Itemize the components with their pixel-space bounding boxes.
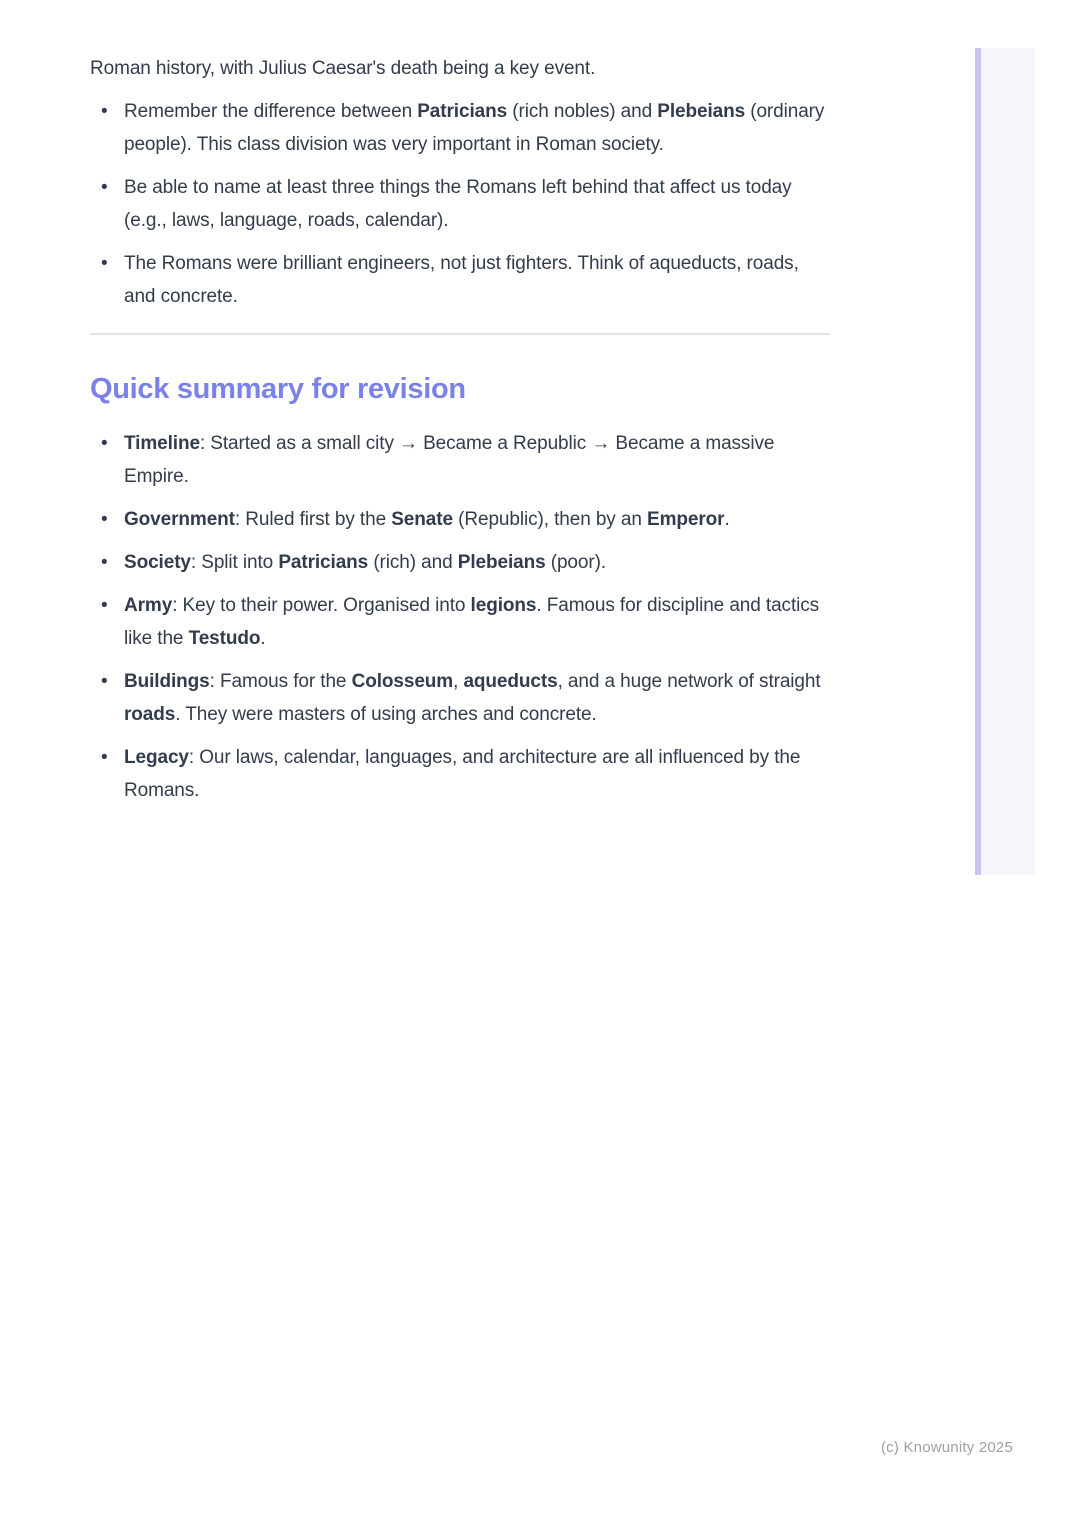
list-item — [90, 546, 832, 579]
text-run: , — [453, 671, 464, 692]
list-item — [90, 589, 832, 655]
text-run: : Famous for the — [209, 671, 352, 692]
list-item — [90, 741, 832, 807]
bold-term: Patricians — [278, 552, 369, 573]
text-run: (rich nobles) and — [507, 101, 658, 122]
text-run: : Started as a small city → Became a Republic → Became a massive Empire. — [124, 433, 775, 487]
text-run: : Key to their power. Organised into — [172, 595, 471, 616]
text-run: (ordinary people). This class division was very important in Roman society. — [124, 101, 825, 155]
intro-bullet-list — [90, 95, 832, 313]
bold-term: Senate — [391, 509, 453, 530]
bold-term: Army — [124, 595, 173, 616]
paragraph-continuation: Roman history, with Julius Caesar's death being a key event. — [90, 58, 596, 79]
bold-term: Emperor — [647, 509, 725, 530]
summary-bullet-list — [90, 427, 832, 807]
text-run: . — [260, 628, 266, 649]
bold-term: Testudo — [188, 628, 261, 649]
bold-term: Government — [124, 509, 235, 530]
bold-term: Plebeians — [457, 552, 546, 573]
text-run: Remember the difference between — [124, 101, 418, 122]
text-run: : Our laws, calendar, languages, and architecture are all influenced by the Romans. — [124, 747, 801, 801]
copyright-notice: (c) Knowunity 2025 — [880, 1439, 1013, 1456]
text-run: The Romans were brilliant engineers, not just fighters. Think of aqueducts, roads, and concrete. — [124, 253, 799, 307]
text-run: (Republic), then by an — [452, 509, 647, 530]
bold-term: legions — [470, 595, 537, 616]
bold-term: aqueducts — [463, 671, 558, 692]
section-divider — [90, 333, 830, 335]
section-heading: Quick summary for revision — [90, 373, 466, 405]
bold-term: Timeline — [124, 433, 200, 454]
bold-term: Plebeians — [657, 101, 746, 122]
list-item — [90, 171, 832, 237]
text-run: , and a huge network of straight — [557, 671, 821, 692]
text-run: (rich) and — [368, 552, 458, 573]
bold-term: Patricians — [417, 101, 508, 122]
bold-term: roads — [124, 704, 176, 725]
bold-term: Legacy — [124, 747, 189, 768]
text-run: : Split into — [190, 552, 279, 573]
text-run: . — [724, 509, 730, 530]
page-content — [90, 52, 832, 817]
bold-term: Buildings — [124, 671, 210, 692]
text-run: : Ruled first by the — [234, 509, 392, 530]
list-item — [90, 95, 832, 161]
list-item — [90, 503, 832, 536]
list-item — [90, 427, 832, 493]
side-accent-bar — [975, 48, 981, 875]
list-item — [90, 247, 832, 313]
text-run: . They were masters of using arches and concrete. — [175, 704, 597, 725]
list-item — [90, 665, 832, 731]
text-run: . Famous for discipline and tactics like the — [124, 595, 820, 649]
text-run: Be able to name at least three things the Romans left behind that affect us today (e.g., laws, language, roads, calendar). — [124, 177, 792, 231]
text-run: (poor). — [545, 552, 607, 573]
bold-term: Society — [124, 552, 191, 573]
bold-term: Colosseum — [351, 671, 454, 692]
side-panel — [981, 48, 1035, 875]
